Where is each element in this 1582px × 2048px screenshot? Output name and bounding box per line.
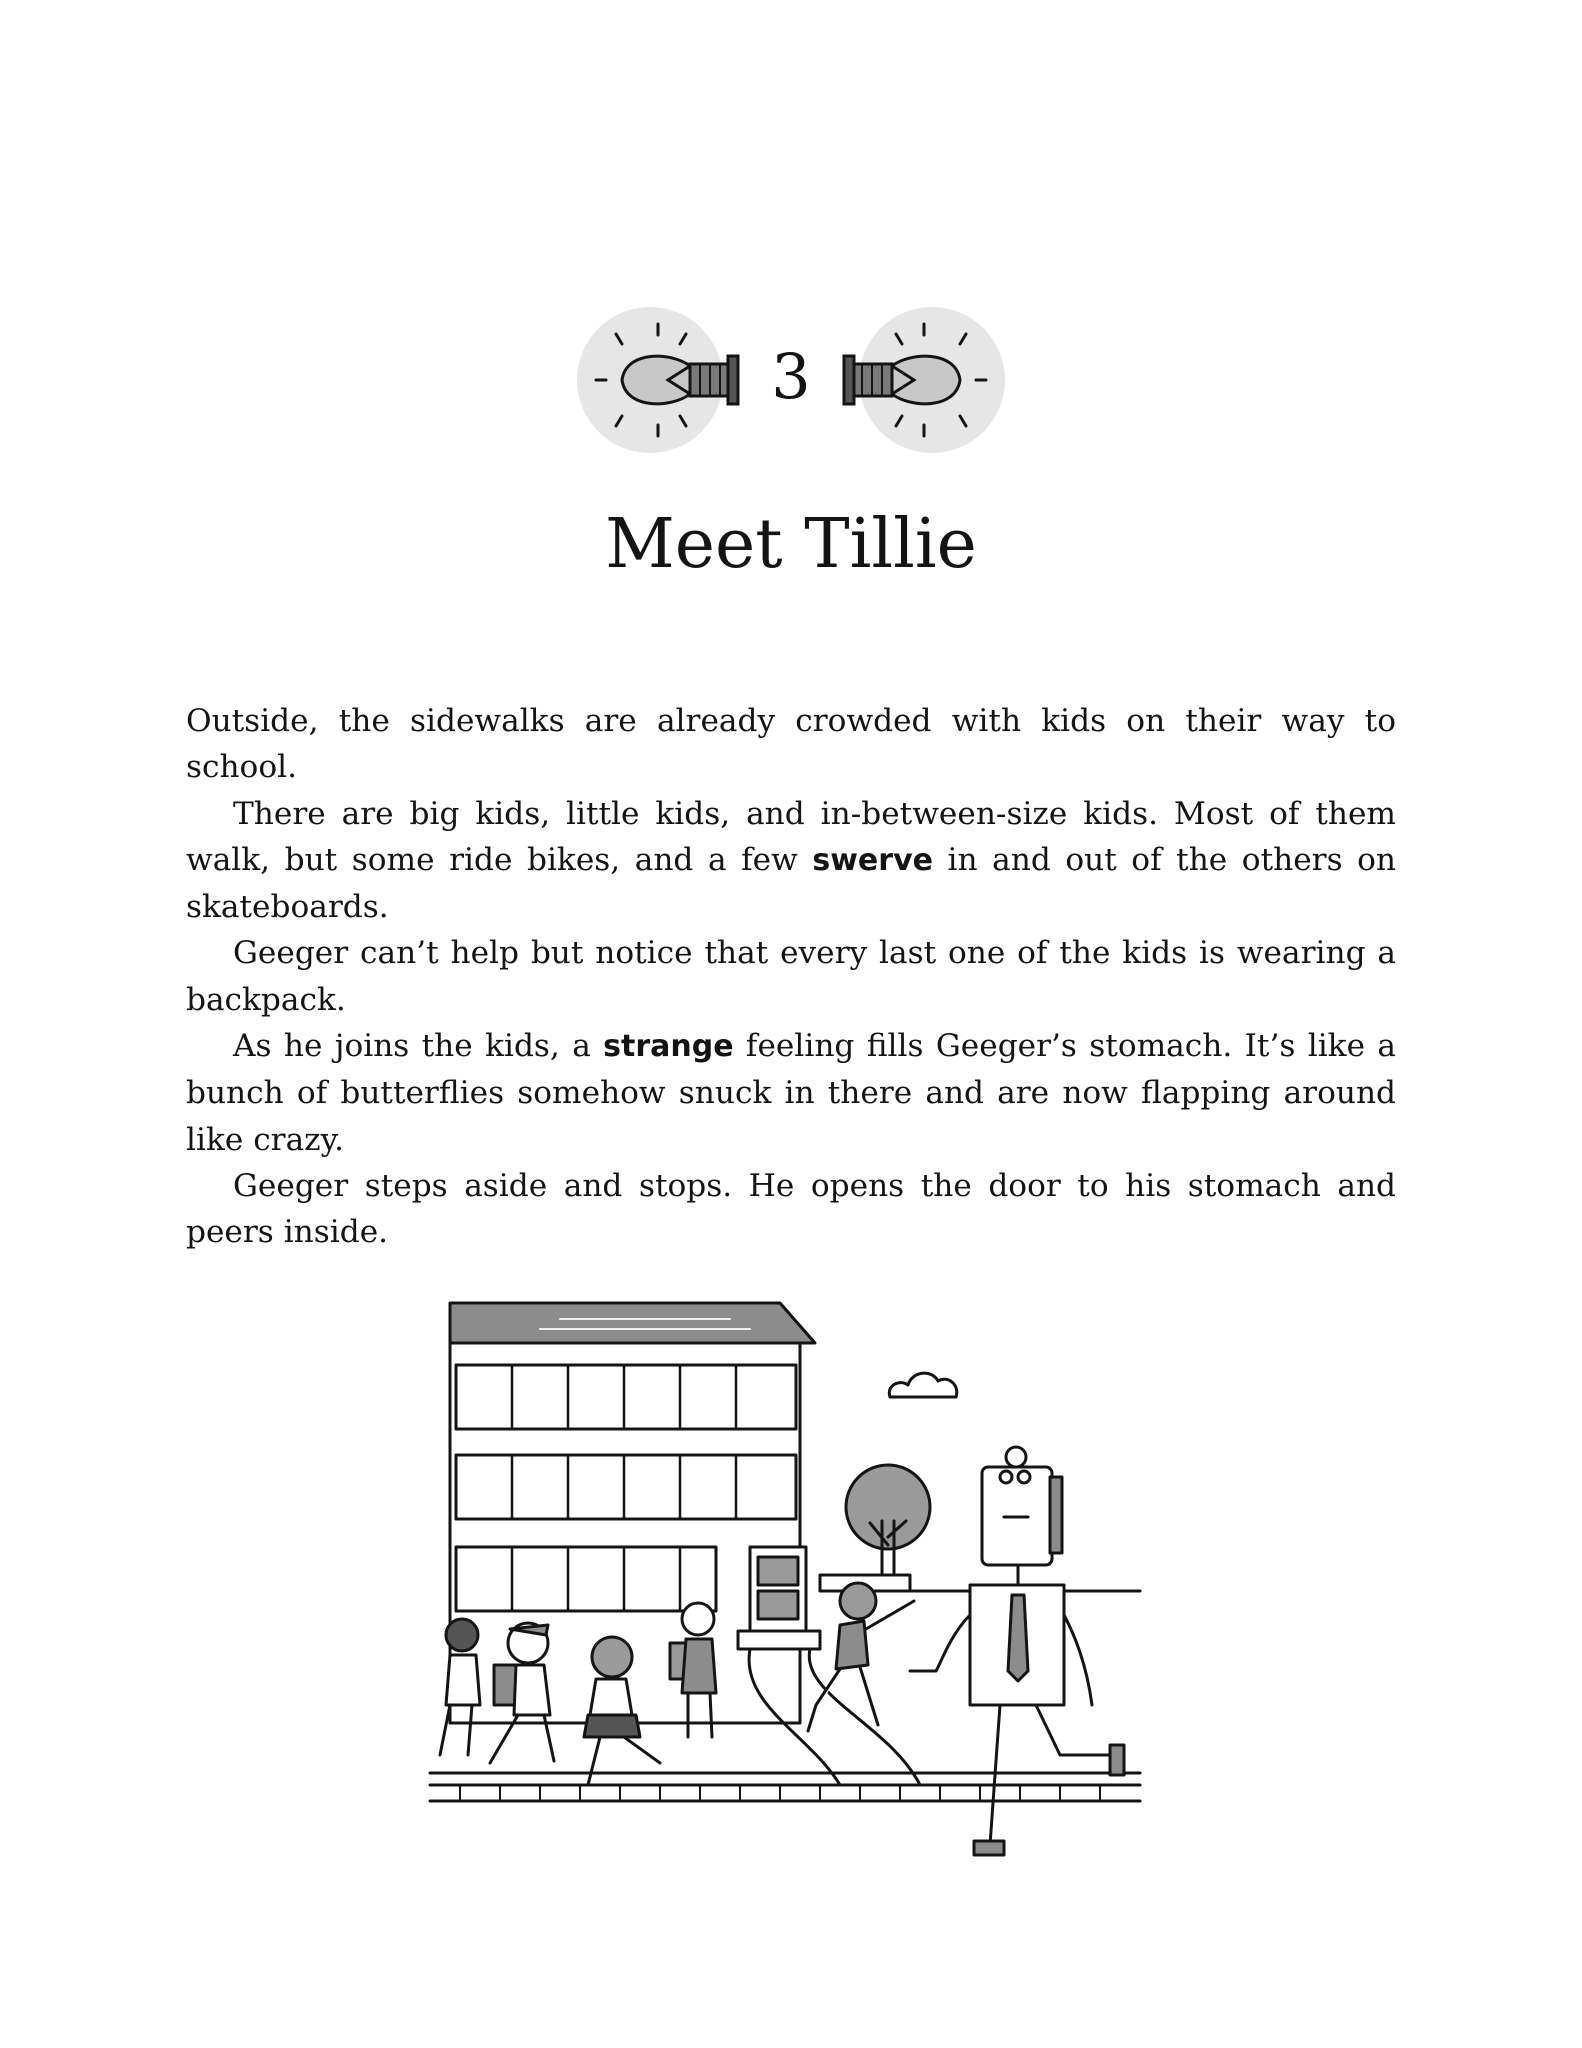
emphasized-word: strange	[603, 1029, 734, 1065]
girl-tillie-figure-icon	[808, 1583, 914, 1731]
paragraph	[186, 1023, 1396, 1163]
paragraph-text: Geeger can’t help but notice that every last one of the kids is wearing a backpack.	[186, 935, 1396, 1018]
paragraph-text: Geeger steps aside and stops. He opens the door to his stomach and peers inside.	[186, 1167, 1396, 1251]
paragraph-text: As he joins the kids, a	[233, 1028, 604, 1065]
lightbulb-right-icon	[844, 307, 1005, 453]
chapter-number: 3	[771, 340, 811, 413]
school-street-illustration	[420, 1285, 1160, 1865]
paragraph	[186, 930, 1396, 1023]
paragraph	[186, 1163, 1396, 1256]
chapter-title: Meet Tillie	[605, 505, 977, 584]
cloud-icon	[889, 1373, 956, 1397]
paragraph	[186, 698, 1396, 791]
paragraph-text: feeling fills Geeger’s stomach. It’s like a bunch of butterflies somehow snuck in there and are now flapping around like crazy.	[186, 1028, 1396, 1158]
lightbulb-left-icon	[577, 307, 738, 453]
paragraph-text: There are big kids, little kids, and in-between-size kids. Most of them walk, but some ride bikes, and a few	[186, 795, 1396, 878]
chapter-body-text	[186, 698, 1396, 1256]
paragraph	[186, 791, 1396, 931]
emphasized-word: swerve	[812, 842, 933, 878]
kid-figure-icon	[440, 1619, 480, 1755]
paragraph-text: Outside, the sidewalks are already crowded with kids on their way to school.	[186, 703, 1396, 786]
paragraph-text: in and out of the others on skateboards.	[186, 841, 1396, 926]
tree-icon	[846, 1465, 930, 1575]
robot-geeger-figure-icon	[910, 1447, 1124, 1855]
